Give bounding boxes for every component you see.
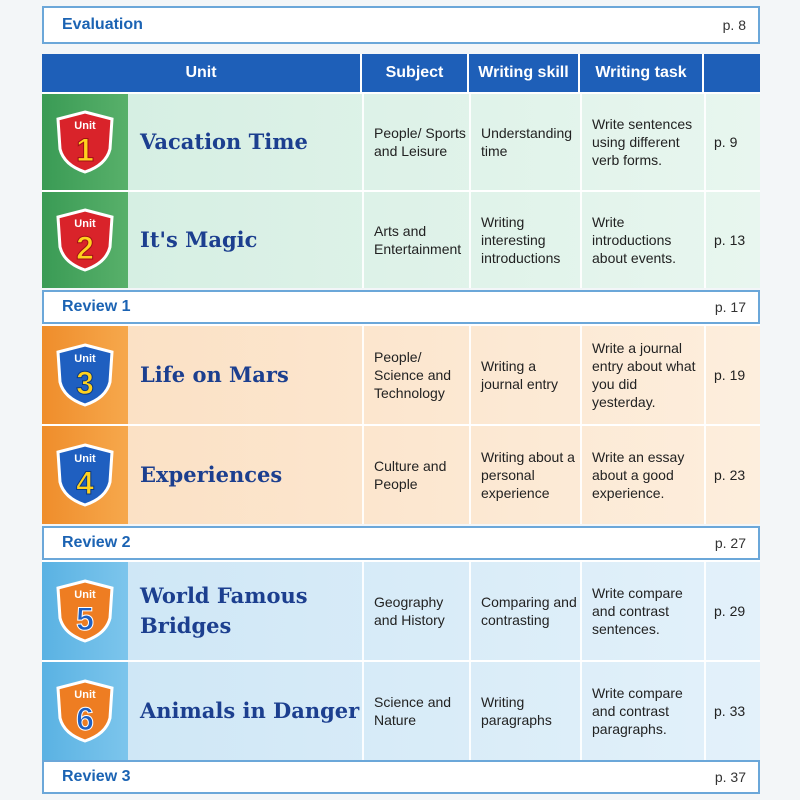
unit-subject: Arts and Entertainment [374, 223, 462, 257]
badge-word: Unit [74, 218, 96, 230]
unit-page: p. 23 [714, 467, 746, 483]
header-page [704, 54, 760, 92]
unit-task: Write an essay about a good experience. [592, 449, 685, 501]
unit-row-1 [42, 92, 760, 190]
badge-number: 6 [76, 701, 94, 737]
unit-badge-6 [42, 662, 128, 760]
table-header [42, 54, 760, 92]
unit-skill: Writing a journal entry [481, 358, 559, 392]
badge-number: 4 [76, 465, 94, 501]
badge-word: Unit [74, 453, 96, 465]
unit-subject: People/ Sports and Leisure [374, 125, 466, 159]
review-row-3 [42, 760, 760, 794]
unit-page: p. 33 [714, 703, 746, 719]
unit-shield-icon [54, 342, 116, 408]
unit-shield-icon [54, 442, 116, 508]
unit-subject: Culture and People [374, 458, 447, 492]
badge-number: 1 [76, 132, 94, 168]
unit-shield-icon [54, 578, 116, 644]
unit-page: p. 29 [714, 603, 746, 619]
header-subject: Subject [362, 54, 469, 92]
header-writing-skill: Writing skill [469, 54, 580, 92]
unit-row-4 [42, 424, 760, 524]
badge-word: Unit [74, 120, 96, 132]
unit-badge-1 [42, 94, 128, 190]
badge-number: 2 [76, 230, 94, 266]
unit-skill: Understanding time [481, 125, 573, 159]
unit-title: Animals in Danger [140, 698, 360, 723]
unit-row-5 [42, 560, 760, 660]
review-row-1 [42, 290, 760, 324]
unit-title: Life on Mars [140, 362, 289, 387]
evaluation-row [42, 6, 760, 44]
unit-badge-3 [42, 326, 128, 424]
unit-row-3 [42, 324, 760, 424]
badge-word: Unit [74, 353, 96, 365]
unit-skill: Writing interesting introductions [481, 214, 561, 266]
badge-word: Unit [74, 589, 96, 601]
review-label: Review 2 [62, 534, 131, 551]
badge-word: Unit [74, 689, 96, 701]
unit-task: Write compare and contrast sentences. [592, 585, 683, 637]
unit-badge-2 [42, 192, 128, 288]
unit-page: p. 13 [714, 232, 746, 248]
unit-subject: People/ Science and Technology [374, 349, 452, 401]
badge-number: 3 [76, 365, 94, 401]
unit-shield-icon [54, 109, 116, 175]
unit-title: Experiences [140, 462, 283, 487]
review-page: p. 17 [714, 299, 746, 315]
unit-title: Vacation Time [140, 129, 308, 154]
unit-badge-4 [42, 426, 128, 524]
evaluation-page: p. 8 [722, 17, 746, 33]
unit-task: Write a journal entry about what you did yesterday. [592, 340, 696, 410]
unit-skill: Writing about a personal experience [481, 449, 575, 501]
unit-shield-icon [54, 678, 116, 744]
header-writing-task: Writing task [580, 54, 704, 92]
unit-task: Write introductions about events. [592, 214, 677, 266]
badge-number: 5 [76, 601, 94, 637]
unit-shield-icon [54, 207, 116, 273]
header-unit: Unit [42, 54, 362, 92]
review-label: Review 3 [62, 768, 131, 785]
evaluation-label: Evaluation [62, 16, 143, 33]
unit-task: Write sentences using different verb forms. [592, 116, 693, 168]
review-label: Review 1 [62, 298, 131, 315]
unit-skill: Writing paragraphs [481, 694, 552, 728]
unit-title: World Famous Bridges [140, 583, 308, 638]
unit-page: p. 9 [714, 134, 738, 150]
review-row-2 [42, 526, 760, 560]
review-page: p. 37 [714, 769, 746, 785]
unit-subject: Science and Nature [374, 694, 452, 728]
unit-title: It's Magic [140, 227, 258, 252]
unit-subject: Geography and History [374, 594, 445, 628]
review-page: p. 27 [714, 535, 746, 551]
unit-row-2 [42, 190, 760, 288]
unit-row-6 [42, 660, 760, 760]
unit-skill: Comparing and contrasting [481, 594, 577, 628]
unit-page: p. 19 [714, 367, 746, 383]
unit-task: Write compare and contrast paragraphs. [592, 685, 683, 737]
unit-badge-5 [42, 562, 128, 660]
